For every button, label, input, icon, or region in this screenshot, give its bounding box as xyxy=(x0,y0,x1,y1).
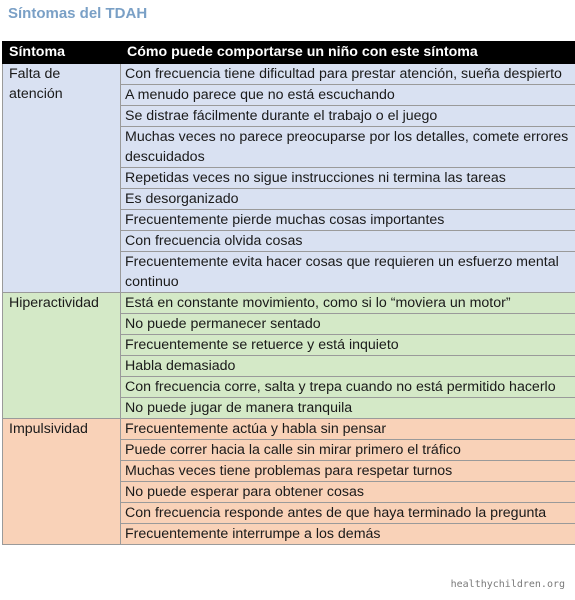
symptom-cell: Frecuentemente evita hacer cosas que requieren un esfuerzo mental continuo xyxy=(121,252,575,293)
category-inattention: Falta de atención xyxy=(3,64,121,293)
table-row xyxy=(3,293,575,314)
symptom-cell: No puede esperar para obtener cosas xyxy=(121,482,575,503)
symptom-cell: Es desorganizado xyxy=(121,189,575,210)
symptom-cell: Frecuentemente pierde muchas cosas importantes xyxy=(121,210,575,231)
table-row xyxy=(3,419,575,440)
symptom-cell: Muchas veces no parece preocuparse por los detalles, comete errores descuidados xyxy=(121,127,575,168)
symptom-cell: Con frecuencia responde antes de que haya terminado la pregunta xyxy=(121,503,575,524)
symptom-cell: Habla demasiado xyxy=(121,356,575,377)
symptom-cell: Se distrae fácilmente durante el trabajo o el juego xyxy=(121,106,575,127)
source-watermark: healthychildren.org xyxy=(450,579,565,590)
symptom-cell: Muchas veces tiene problemas para respetar turnos xyxy=(121,461,575,482)
table-row xyxy=(3,64,575,85)
symptom-cell: Con frecuencia corre, salta y trepa cuando no está permitido hacerlo xyxy=(121,377,575,398)
symptom-cell: No puede jugar de manera tranquila xyxy=(121,398,575,419)
header-symptom: Síntoma xyxy=(3,42,121,64)
symptom-cell: Repetidas veces no sigue instrucciones ni termina las tareas xyxy=(121,168,575,189)
symptom-cell: Con frecuencia olvida cosas xyxy=(121,231,575,252)
symptom-cell: Frecuentemente interrumpe a los demás xyxy=(121,524,575,545)
symptom-cell: No puede permanecer sentado xyxy=(121,314,575,335)
symptoms-table xyxy=(2,41,575,545)
symptom-cell: Frecuentemente se retuerce y está inquieto xyxy=(121,335,575,356)
category-impulsivity: Impulsividad xyxy=(3,419,121,545)
symptom-cell: Está en constante movimiento, como si lo “moviera un motor” xyxy=(121,293,575,314)
symptom-cell: A menudo parece que no está escuchando xyxy=(121,85,575,106)
symptom-cell: Puede correr hacia la calle sin mirar primero el tráfico xyxy=(121,440,575,461)
table-header-row xyxy=(3,42,575,64)
category-hyperactivity: Hiperactividad xyxy=(3,293,121,419)
header-behavior: Cómo puede comportarse un niño con este síntoma xyxy=(121,42,575,64)
symptom-cell: Con frecuencia tiene dificultad para prestar atención, sueña despierto xyxy=(121,64,575,85)
symptom-cell: Frecuentemente actúa y habla sin pensar xyxy=(121,419,575,440)
document-title: Síntomas del TDAH xyxy=(8,5,148,22)
